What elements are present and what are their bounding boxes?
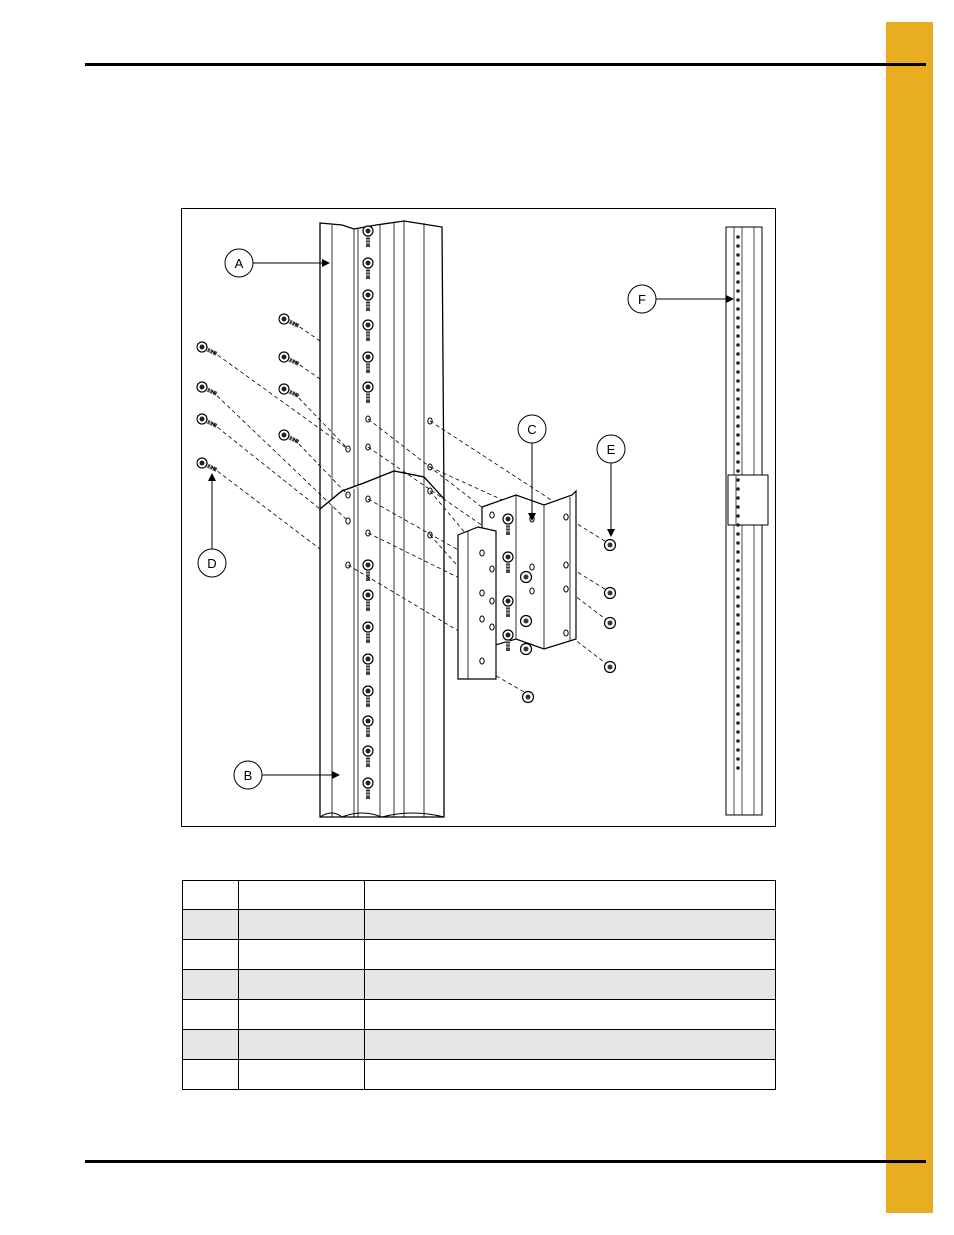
assembled-bolt [736, 577, 740, 581]
assembled-bolt [736, 397, 740, 401]
assembled-bolt [736, 361, 740, 365]
footer-rule [85, 1160, 926, 1163]
assembled-bolt [736, 676, 740, 680]
stiffener-b [320, 471, 444, 817]
assembled-bolt [736, 649, 740, 653]
assembled-bolt [736, 334, 740, 338]
assembled-bolt [736, 595, 740, 599]
svg-text:E: E [606, 442, 616, 457]
header-rule [85, 63, 926, 66]
assembled-bolt [736, 415, 740, 419]
assembled-bolt [736, 244, 740, 248]
assembled-bolt [736, 622, 740, 626]
parts-table [182, 880, 776, 1090]
assembly-drawing [182, 209, 777, 828]
assembled-bolt [736, 289, 740, 293]
assembled-bolt [736, 514, 740, 518]
assembled-bolt [736, 352, 740, 356]
assembled-bolt [736, 586, 740, 590]
assembled-bolt [736, 604, 740, 608]
assembled-bolt [736, 262, 740, 266]
assembled-bolt [736, 631, 740, 635]
assembled-bolt [736, 451, 740, 455]
svg-text:F: F [638, 292, 646, 307]
assembled-bolt [736, 442, 740, 446]
assembled-bolt [736, 559, 740, 563]
assembled-bolt [736, 532, 740, 536]
assembled-bolt [736, 739, 740, 743]
assembled-bolt [736, 280, 740, 284]
svg-text:D: D [207, 556, 217, 571]
table-row [183, 1000, 776, 1030]
assembled-bolt [736, 685, 740, 689]
assembled-bolt [736, 523, 740, 527]
table-header-row [183, 881, 776, 910]
callout-f [628, 285, 734, 313]
stiffener-a [320, 221, 444, 509]
assembled-bolt [736, 550, 740, 554]
assembled-bolt [736, 271, 740, 275]
assembled-bolt [736, 406, 740, 410]
assembled-bolt [736, 496, 740, 500]
chapter-tab [886, 22, 933, 1213]
assembled-bolt [736, 487, 740, 491]
assembled-bolt [736, 424, 740, 428]
assembled-bolt [736, 298, 740, 302]
assembled-bolt [736, 667, 740, 671]
assembled-bolt [736, 658, 740, 662]
table-row [183, 1030, 776, 1060]
assembled-bolt [736, 613, 740, 617]
assembled-bolt [736, 253, 740, 257]
assembled-bolt [736, 478, 740, 482]
svg-text:C: C [527, 422, 537, 437]
callout-a [225, 249, 330, 277]
assembled-bolt [736, 757, 740, 761]
svg-text:A: A [234, 256, 244, 271]
assembled-bolt [736, 235, 740, 239]
assembled-bolt [736, 325, 740, 329]
assembled-bolt [736, 712, 740, 716]
assembled-bolt [736, 370, 740, 374]
assembled-bolt [736, 433, 740, 437]
assembled-bolt [736, 730, 740, 734]
assembled-bolt [736, 748, 740, 752]
assembled-bolt [736, 721, 740, 725]
table-row [183, 1060, 776, 1090]
assembled-bolt [736, 469, 740, 473]
col-part-number [239, 881, 365, 910]
col-ref [183, 881, 239, 910]
assembled-bolt [736, 694, 740, 698]
assembled-bolt [736, 568, 740, 572]
assembled-bolt [736, 703, 740, 707]
svg-text:B: B [243, 768, 253, 783]
col-description [365, 881, 776, 910]
assembled-bolt [736, 541, 740, 545]
callout-d [198, 473, 226, 577]
loose-bolts [195, 312, 300, 474]
callout-e [597, 435, 625, 537]
assembled-stiffener-f [726, 227, 768, 815]
assembled-bolt [736, 766, 740, 770]
assembled-bolt [736, 316, 740, 320]
assembled-bolt [736, 388, 740, 392]
assembled-bolt [736, 505, 740, 509]
nuts-e [605, 540, 616, 673]
table-row [183, 970, 776, 1000]
assembled-bolt [736, 307, 740, 311]
table-row [183, 940, 776, 970]
assembly-figure [181, 208, 776, 827]
assembled-bolt [736, 460, 740, 464]
assembled-bolt [736, 379, 740, 383]
table-row [183, 910, 776, 940]
assembled-bolt [736, 640, 740, 644]
assembled-bolt [736, 343, 740, 347]
